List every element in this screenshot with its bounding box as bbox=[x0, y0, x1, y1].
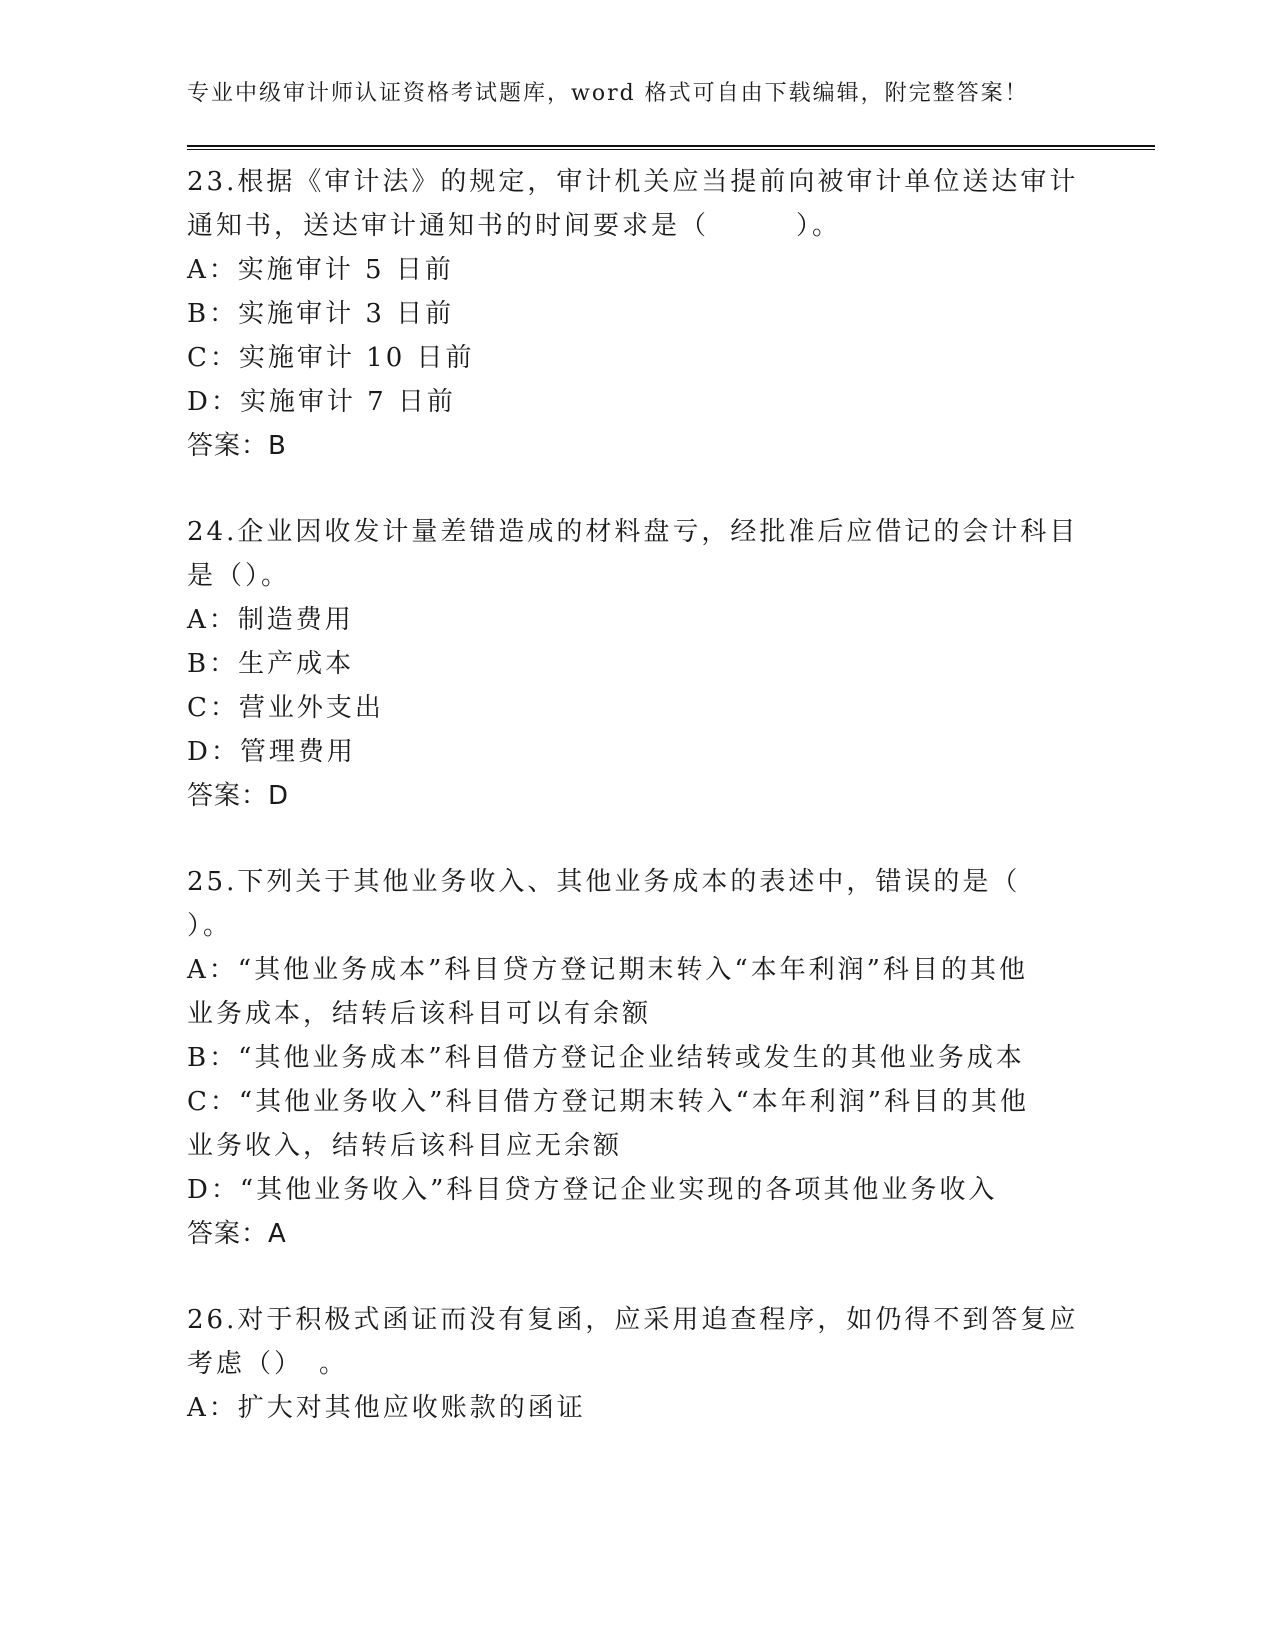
option-d: D：“其他业务收入”科目贷方登记企业实现的各项其他业务收入 bbox=[187, 1175, 998, 1205]
option-a: A：扩大对其他应收账款的函证 bbox=[187, 1393, 586, 1423]
answer-line: 答案：A bbox=[187, 1219, 287, 1249]
option-d: D：管理费用 bbox=[187, 737, 356, 767]
option-c: C：营业外支出 bbox=[187, 693, 384, 723]
question-list bbox=[187, 160, 1087, 1472]
question-24 bbox=[187, 510, 1087, 818]
option-c: C：实施审计 10 日前 bbox=[187, 343, 475, 373]
answer-line: 答案：D bbox=[187, 781, 290, 811]
option-a: A：实施审计 5 日前 bbox=[187, 255, 454, 285]
header-divider bbox=[187, 145, 1155, 150]
option-b: B：生产成本 bbox=[187, 649, 355, 679]
question-stem-line: 23.根据《审计法》的规定，审计机关应当提前向被审计单位送达审计 bbox=[187, 167, 1079, 197]
question-stem-line: 是（）。 bbox=[187, 561, 291, 591]
question-26 bbox=[187, 1298, 1087, 1430]
question-stem-line: 考虑（） 。 bbox=[187, 1349, 349, 1379]
question-25 bbox=[187, 860, 1087, 1256]
option-c-continuation: 业务收入，结转后该科目应无余额 bbox=[187, 1131, 623, 1161]
question-23 bbox=[187, 160, 1087, 468]
option-a-continuation: 业务成本，结转后该科目可以有余额 bbox=[187, 999, 652, 1029]
option-b: B：“其他业务成本”科目借方登记企业结转或发生的其他业务成本 bbox=[187, 1043, 1025, 1073]
question-stem-line: 24.企业因收发计量差错造成的材料盘亏，经批准后应借记的会计科目 bbox=[187, 517, 1079, 547]
option-a: A：“其他业务成本”科目贷方登记期末转入“本年利润”科目的其他 bbox=[187, 955, 1028, 985]
question-stem-line: 26.对于积极式函证而没有复函，应采用追查程序，如仍得不到答复应 bbox=[187, 1305, 1079, 1335]
page-header: 专业中级审计师认证资格考试题库，word 格式可自由下载编辑，附完整答案！ bbox=[187, 81, 1029, 106]
answer-line: 答案：B bbox=[187, 431, 287, 461]
question-stem-line: ）。 bbox=[187, 911, 233, 941]
option-a: A：制造费用 bbox=[187, 605, 354, 635]
question-stem-line: 25.下列关于其他业务收入、其他业务成本的表述中，错误的是（ bbox=[187, 867, 1021, 897]
option-b: B：实施审计 3 日前 bbox=[187, 299, 455, 329]
question-stem-line: 通知书，送达审计通知书的时间要求是（ ）。 bbox=[187, 211, 842, 241]
option-d: D：实施审计 7 日前 bbox=[187, 387, 456, 417]
option-c: C：“其他业务收入”科目借方登记期末转入“本年利润”科目的其他 bbox=[187, 1087, 1030, 1117]
